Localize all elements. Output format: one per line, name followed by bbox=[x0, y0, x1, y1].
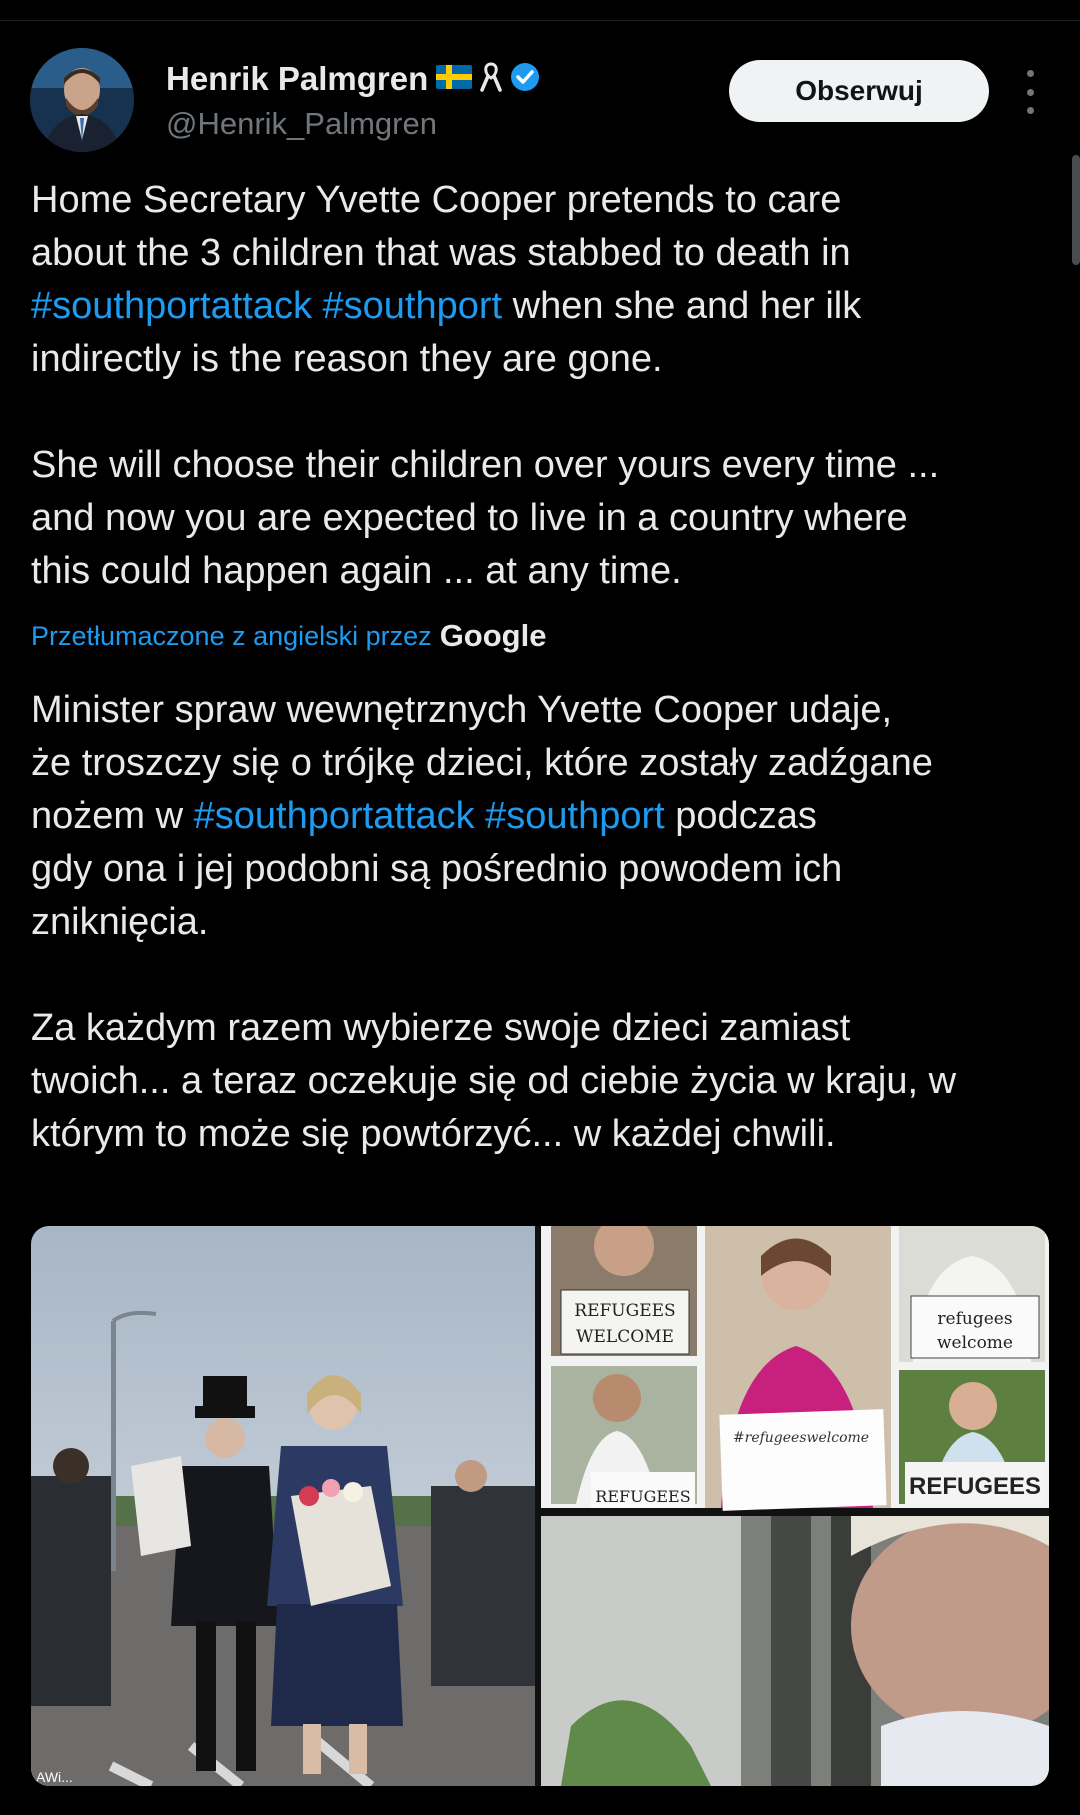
sign-text: REFUGEES bbox=[595, 1487, 691, 1506]
text-segment: Home Secretary Yvette Cooper pretends to care about the 3 children that was stabbed to death in bbox=[31, 179, 851, 274]
hashtag-link[interactable]: #southport bbox=[485, 795, 665, 837]
post-header bbox=[30, 48, 1060, 158]
photo-closeup[interactable] bbox=[541, 1516, 1049, 1786]
hashtag-link[interactable]: #southportattack bbox=[193, 795, 475, 837]
sign-text: #refugeeswelcome bbox=[732, 1430, 870, 1446]
ribbon-icon bbox=[480, 62, 502, 97]
hashtag-link[interactable]: #southportattack bbox=[31, 285, 312, 327]
sign-text: REFUGEES bbox=[574, 1301, 676, 1321]
post-text-original-1 bbox=[31, 174, 1051, 386]
hashtag-link[interactable]: #southport bbox=[322, 285, 503, 327]
sign-text: REFUGEES bbox=[908, 1473, 1042, 1500]
scrollbar-thumb[interactable] bbox=[1072, 155, 1080, 265]
post-text-original-2: She will choose their children over yours every time ... and now you are expected to live in a country where this could happen again ... at any time. bbox=[31, 444, 940, 592]
translation-label[interactable]: Przetłumaczone z angielski przez bbox=[31, 620, 432, 651]
text-segment: podczas gdy ona i jej podobni są pośrednio powodem ich zniknięcia. bbox=[31, 795, 843, 943]
avatar[interactable] bbox=[30, 48, 134, 152]
sign-text: WELCOME bbox=[576, 1327, 674, 1347]
sweden-flag-icon bbox=[436, 65, 472, 94]
post-text-translated-2: Za każdym razem wybierze swoje dzieci zamiast twoich... a teraz oczekuje się od ciebie życia w kraju, w którym to może się powtórzyć... w każdej chwili. bbox=[31, 1007, 957, 1155]
text-segment: Minister spraw wewnętrznych Yvette Cooper udaje, że troszczy się o trójkę dzieci, które zostały zadźgane nożem w bbox=[31, 689, 933, 837]
sign-text: refugees bbox=[937, 1309, 1013, 1329]
photo-street-scene[interactable] bbox=[31, 1226, 535, 1786]
user-handle[interactable]: @Henrik_Palmgren bbox=[166, 106, 437, 141]
google-logo: Google bbox=[439, 618, 547, 653]
more-options-icon[interactable] bbox=[1015, 70, 1045, 114]
display-name[interactable]: Henrik Palmgren bbox=[166, 60, 429, 97]
name-row bbox=[166, 60, 540, 98]
post-text-translated-1 bbox=[31, 684, 1051, 949]
text-segment: when she and her ilk indirectly is the reason they are gone. bbox=[31, 285, 862, 380]
translation-attribution bbox=[31, 618, 546, 654]
media-collage[interactable] bbox=[31, 1226, 1049, 1786]
sign-text: welcome bbox=[937, 1333, 1013, 1353]
follow-button[interactable]: Obserwuj bbox=[729, 60, 989, 122]
photo-caption: AWi... bbox=[36, 1769, 73, 1785]
top-status-bar bbox=[0, 0, 1080, 21]
verified-badge-icon bbox=[510, 62, 540, 97]
photo-refugees-welcome-collage[interactable] bbox=[541, 1226, 1049, 1511]
